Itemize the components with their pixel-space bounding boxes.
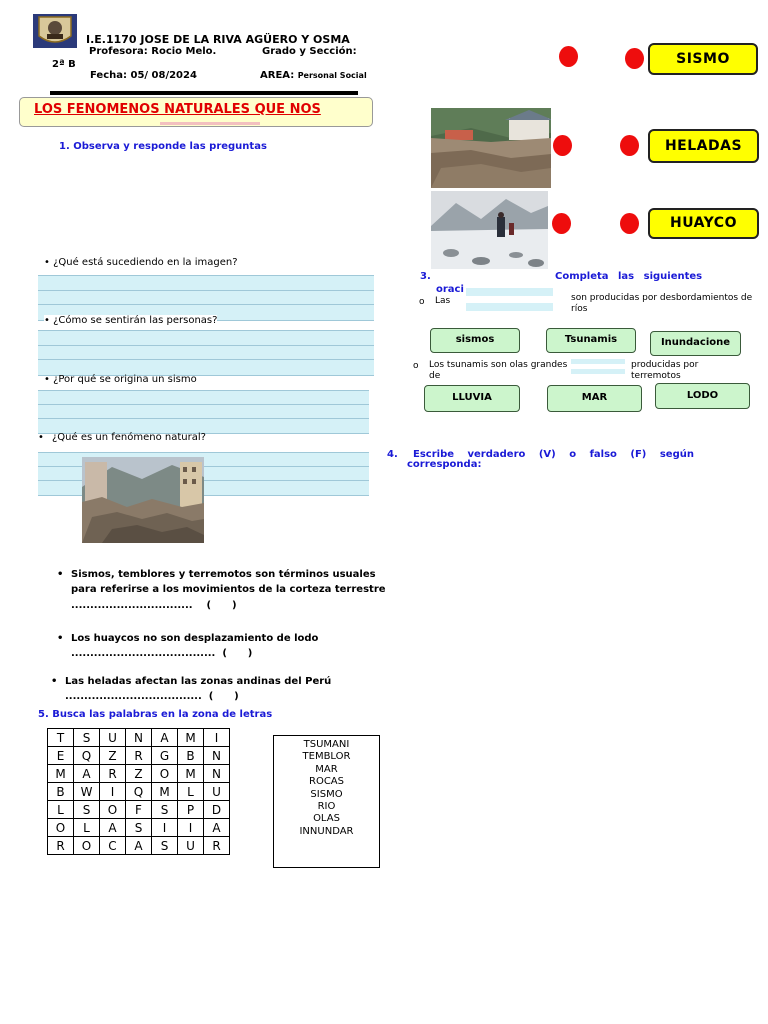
sentence2-start-2: de bbox=[429, 371, 441, 378]
grid-row bbox=[48, 801, 230, 819]
word-lluvia[interactable]: LLUVIA bbox=[424, 385, 520, 412]
answer-rule bbox=[38, 404, 369, 405]
grade-label: Grado y Sección: bbox=[262, 46, 357, 57]
sentence1-end: son producidas por desbordamientos de bbox=[571, 293, 753, 303]
match-dot-left-1[interactable] bbox=[559, 46, 578, 67]
grid-cell[interactable]: N bbox=[126, 729, 152, 747]
teacher-name: Profesora: Rocio Melo. bbox=[89, 46, 217, 57]
section4-heading: Escribe verdadero (V) o falso (F) según bbox=[413, 449, 694, 460]
header-rule bbox=[50, 91, 358, 95]
question-4: ¿Qué es un fenómeno natural? bbox=[52, 432, 206, 443]
question-1: • ¿Qué está sucediendo en la imagen? bbox=[44, 257, 238, 268]
grid-cell[interactable]: B bbox=[178, 747, 204, 765]
match-label-huayco[interactable]: HUAYCO bbox=[648, 208, 759, 239]
tf-item-1-answer[interactable]: ................................ ( ) bbox=[71, 600, 237, 611]
question-4-bullet: • bbox=[38, 432, 44, 443]
match-dot-right-1[interactable] bbox=[625, 48, 644, 69]
grid-cell[interactable]: U bbox=[100, 729, 126, 747]
question-3: • ¿Por qué se origina un sismo bbox=[44, 374, 197, 385]
word-list-item: TSUMANI bbox=[303, 739, 350, 750]
grid-cell[interactable]: R bbox=[48, 837, 74, 855]
grid-cell[interactable]: A bbox=[126, 837, 152, 855]
grid-row bbox=[48, 729, 230, 747]
grid-cell[interactable]: A bbox=[204, 819, 230, 837]
grid-cell[interactable]: S bbox=[152, 837, 178, 855]
grid-cell[interactable]: L bbox=[178, 783, 204, 801]
grid-row bbox=[48, 765, 230, 783]
grid-cell[interactable]: U bbox=[178, 837, 204, 855]
grid-cell[interactable]: I bbox=[204, 729, 230, 747]
section5-heading: 5. Busca las palabras en la zona de letras bbox=[38, 709, 273, 720]
answer-rule bbox=[38, 304, 374, 305]
grid-cell[interactable]: M bbox=[178, 729, 204, 747]
word-list-item: INNUNDAR bbox=[299, 825, 354, 837]
sentence1-start: Las bbox=[435, 296, 451, 306]
sentence1-blank[interactable] bbox=[466, 288, 553, 296]
section3-number: 3. bbox=[420, 271, 431, 282]
grid-cell[interactable]: C bbox=[100, 837, 126, 855]
grid-cell[interactable]: I bbox=[100, 783, 126, 801]
word-lodo[interactable]: LODO bbox=[655, 383, 750, 409]
grid-cell[interactable]: R bbox=[126, 747, 152, 765]
word-inundacione[interactable]: Inundacione bbox=[650, 331, 741, 356]
page-title: LOS FENOMENOS NATURALES QUE NOS bbox=[34, 102, 321, 117]
grid-cell[interactable]: Z bbox=[100, 747, 126, 765]
grid-cell[interactable]: L bbox=[74, 819, 100, 837]
grid-cell[interactable]: A bbox=[100, 819, 126, 837]
grid-cell[interactable]: T bbox=[48, 729, 74, 747]
grid-cell[interactable]: L bbox=[48, 801, 74, 819]
answer-rule bbox=[38, 345, 374, 346]
grid-cell[interactable]: O bbox=[100, 801, 126, 819]
word-list-box bbox=[273, 735, 380, 868]
grid-cell[interactable]: I bbox=[178, 819, 204, 837]
area-value: Personal Social bbox=[297, 71, 367, 80]
title-overflow-line bbox=[160, 122, 260, 125]
section3-heading: Completa las siguientes bbox=[555, 271, 703, 282]
grid-cell[interactable]: Z bbox=[126, 765, 152, 783]
grid-cell[interactable]: S bbox=[152, 801, 178, 819]
area-label bbox=[260, 70, 367, 81]
grid-cell[interactable]: S bbox=[126, 819, 152, 837]
answer-lines-2[interactable] bbox=[38, 330, 374, 376]
word-search-grid bbox=[47, 728, 230, 855]
grid-cell[interactable]: M bbox=[48, 765, 74, 783]
word-sismos[interactable]: sismos bbox=[430, 328, 520, 353]
grid-cell[interactable]: S bbox=[74, 801, 100, 819]
grid-cell[interactable]: P bbox=[178, 801, 204, 819]
school-logo bbox=[33, 14, 77, 48]
grid-row bbox=[48, 819, 230, 837]
section1-heading: 1. Observa y responde las preguntas bbox=[59, 141, 267, 152]
sentence2-end: producidas por bbox=[631, 360, 699, 370]
word-list-item: MAR bbox=[315, 763, 338, 775]
word-list-item: OLAS bbox=[313, 813, 340, 825]
tf-item-2-answer[interactable]: ...................................... ( ) bbox=[71, 648, 253, 659]
area-label-text: AREA: bbox=[260, 70, 295, 81]
word-list-item: SISMO bbox=[310, 788, 343, 800]
match-dot-left-2[interactable] bbox=[553, 135, 572, 156]
sentence1-end-2: ríos bbox=[571, 304, 588, 312]
grid-cell[interactable]: F bbox=[126, 801, 152, 819]
grid-cell[interactable]: N bbox=[204, 747, 230, 765]
tf-item-3-line-1: • Las heladas afectan las zonas andinas del Perú bbox=[65, 676, 331, 688]
grid-cell[interactable]: E bbox=[48, 747, 74, 765]
word-list-item: RIO bbox=[317, 801, 336, 813]
grid-cell[interactable]: I bbox=[152, 819, 178, 837]
sentence2-marker: o bbox=[413, 361, 419, 371]
sentence1-marker: o bbox=[419, 297, 425, 307]
grid-cell[interactable]: U bbox=[204, 783, 230, 801]
word-list-item: ROCAS bbox=[309, 776, 344, 788]
answer-rule bbox=[38, 290, 374, 291]
word-list-item: TEMBLOR bbox=[302, 751, 351, 763]
sentence2-start: Los tsunamis son olas grandes bbox=[429, 360, 568, 370]
heladas-photo bbox=[431, 191, 548, 269]
grid-cell[interactable]: M bbox=[178, 765, 204, 783]
tf-item-3-answer[interactable]: .................................... ( ) bbox=[65, 691, 239, 702]
grid-cell[interactable]: A bbox=[152, 729, 178, 747]
sentence2-blank[interactable] bbox=[571, 359, 625, 364]
grid-cell[interactable]: Q bbox=[126, 783, 152, 801]
word-mar[interactable]: MAR bbox=[547, 385, 642, 412]
grid-cell[interactable]: S bbox=[74, 729, 100, 747]
grid-cell[interactable]: O bbox=[74, 837, 100, 855]
sentence2-end-2: terremotos bbox=[631, 371, 681, 378]
section4-number: 4. bbox=[387, 449, 398, 460]
grid-cell[interactable]: D bbox=[204, 801, 230, 819]
grid-cell[interactable]: O bbox=[152, 765, 178, 783]
grid-row bbox=[48, 837, 230, 855]
question-2: • ¿Cómo se sentirán las personas? bbox=[44, 315, 218, 326]
grid-cell[interactable]: O bbox=[48, 819, 74, 837]
date: Fecha: 05/ 08/2024 bbox=[90, 70, 197, 81]
match-dot-right-2[interactable] bbox=[620, 135, 639, 156]
grid-cell[interactable]: R bbox=[204, 837, 230, 855]
answer-lines-3[interactable] bbox=[38, 390, 369, 434]
tf-item-1-line-1: • Sismos, temblores y terremotos son términos usuales bbox=[71, 569, 376, 581]
answer-rule bbox=[38, 359, 374, 360]
grade-value: 2ª B bbox=[52, 59, 76, 70]
tf-item-2-line-1: • Los huaycos no son desplazamiento de lodo bbox=[71, 633, 318, 645]
grid-cell[interactable]: G bbox=[152, 747, 178, 765]
match-dot-left-3[interactable] bbox=[552, 213, 571, 234]
grid-cell[interactable]: W bbox=[74, 783, 100, 801]
grid-cell[interactable]: Q bbox=[74, 747, 100, 765]
grid-cell[interactable]: B bbox=[48, 783, 74, 801]
match-dot-right-3[interactable] bbox=[620, 213, 639, 234]
tf-item-1-line-2: para referirse a los movimientos de la corteza terrestre bbox=[71, 584, 386, 595]
earthquake-photo bbox=[82, 457, 204, 543]
match-label-heladas[interactable]: HELADAS bbox=[648, 129, 759, 163]
answer-rule bbox=[38, 418, 369, 419]
grid-cell[interactable]: M bbox=[152, 783, 178, 801]
grid-row bbox=[48, 783, 230, 801]
school-name: I.E.1170 JOSE DE LA RIVA AGÜERO Y OSMA bbox=[86, 33, 350, 46]
grid-cell[interactable]: A bbox=[74, 765, 100, 783]
title-box bbox=[19, 97, 373, 127]
grid-cell[interactable]: R bbox=[100, 765, 126, 783]
sentence1-blank[interactable] bbox=[466, 303, 553, 311]
word-tsunamis[interactable]: Tsunamis bbox=[546, 328, 636, 353]
sentence2-blank[interactable] bbox=[571, 369, 625, 374]
section4-heading-cont: corresponda: bbox=[407, 459, 482, 470]
match-label-sismo[interactable]: SISMO bbox=[648, 43, 758, 75]
grid-row bbox=[48, 747, 230, 765]
grid-cell[interactable]: N bbox=[204, 765, 230, 783]
huayco-photo bbox=[431, 108, 551, 188]
section3-heading-cont: oraci bbox=[436, 284, 464, 293]
